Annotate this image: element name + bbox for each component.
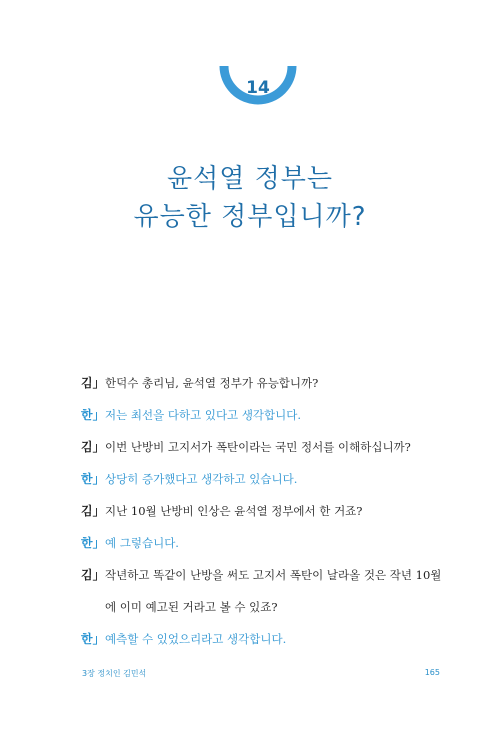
- speaker-label: 한」: [81, 472, 105, 486]
- dialogue-line: [81, 367, 451, 399]
- dialogue-text: 예측할 수 있었으리라고 생각합니다.: [105, 632, 287, 646]
- dialogue-line: [81, 559, 451, 591]
- speaker-label: 김」: [81, 568, 105, 582]
- page-number: 165: [424, 668, 440, 677]
- chapter-badge: [218, 64, 298, 116]
- dialogue-line: [81, 399, 451, 431]
- speaker-label: 김」: [81, 440, 105, 454]
- dialogue-line: [81, 495, 451, 527]
- dialogue-text: 에 이미 예고된 거라고 볼 수 있죠?: [105, 600, 278, 614]
- dialogue-text: 한덕수 총리님, 윤석열 정부가 유능합니까?: [105, 376, 319, 390]
- chapter-title-line-1: 윤석열 정부는: [167, 164, 333, 194]
- dialogue-text: 저는 최선을 다하고 있다고 생각합니다.: [105, 408, 302, 422]
- chapter-number: 14: [246, 78, 270, 98]
- dialogue-text: 예 그렇습니다.: [105, 536, 179, 550]
- speaker-label: 한」: [81, 408, 105, 422]
- speaker-label: 김」: [81, 504, 105, 518]
- speaker-label: 한」: [81, 536, 105, 550]
- running-footer-section: 3장 정치인 김민석: [82, 669, 147, 678]
- dialogue-text: 작년하고 똑같이 난방을 써도 고지서 폭탄이 날라올 것은 작년 10월: [105, 568, 442, 582]
- chapter-title-line-2: 유능한 정부입니까?: [133, 202, 367, 232]
- dialogue-line: [81, 527, 451, 559]
- dialogue-line: [81, 431, 451, 463]
- dialogue: [81, 367, 451, 655]
- speaker-label: 김」: [81, 376, 105, 390]
- dialogue-line: [81, 623, 451, 655]
- dialogue-text: 지난 10월 난방비 인상은 윤석열 정부에서 한 거죠?: [105, 504, 363, 518]
- dialogue-line: [81, 463, 451, 495]
- dialogue-text: 상당히 증가했다고 생각하고 있습니다.: [105, 472, 298, 486]
- chapter-title: [0, 160, 500, 236]
- dialogue-text: 이번 난방비 고지서가 폭탄이라는 국민 정서를 이해하십니까?: [105, 440, 411, 454]
- speaker-label: 한」: [81, 632, 105, 646]
- dialogue-line-continuation: [81, 591, 451, 623]
